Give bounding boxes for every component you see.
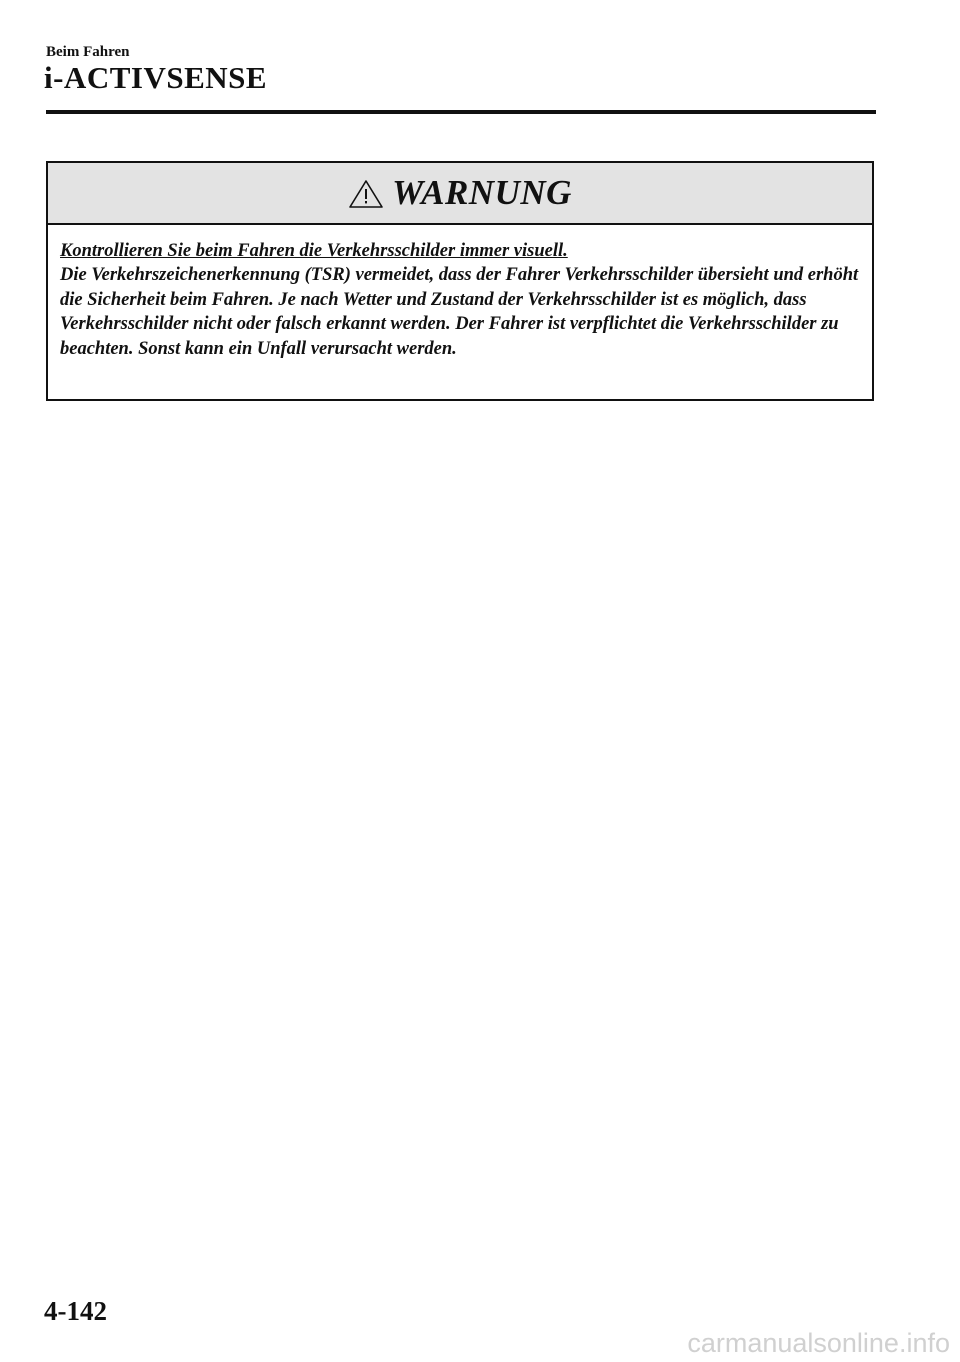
warning-triangle-icon bbox=[348, 179, 384, 209]
page-number: 4-142 bbox=[44, 1296, 107, 1326]
warning-header bbox=[48, 163, 872, 225]
warning-title: WARNUNG bbox=[392, 173, 572, 212]
warning-body bbox=[48, 225, 872, 361]
warning-box bbox=[46, 161, 874, 401]
warning-underlined-line: Kontrollieren Sie beim Fahren die Verkehrsschilder immer visuell. bbox=[60, 241, 568, 261]
header-rule bbox=[46, 110, 876, 114]
chapter-title: i-ACTIVSENSE bbox=[44, 60, 268, 95]
warning-text: Die Verkehrszeichenerkennung (TSR) vermeidet, dass der Fahrer Verkehrsschilder übersieht und erhöht die Sicherheit beim Fahren. Je nach Wetter und Zustand der Verkehrsschilder ist es möglich, dass Verkehrsschilder nicht oder falsch erkannt werden. Der Fahrer ist verpflichtet die Verkehrsschilder zu beachten. Sonst kann ein Unfall verursacht werden. bbox=[60, 265, 859, 359]
watermark: carmanualsonline.info bbox=[687, 1328, 950, 1358]
section-label: Beim Fahren bbox=[46, 44, 130, 60]
